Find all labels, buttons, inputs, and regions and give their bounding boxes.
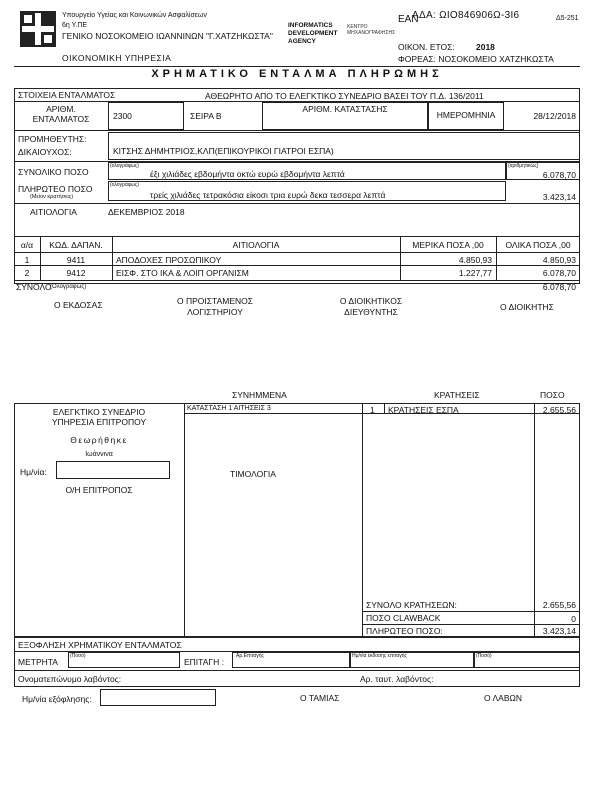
date-label: ΗΜΕΡΟΜΗΝΙΑ (436, 110, 496, 120)
logo-text: INFORMATICS DEVELOPMENT AGENCY (288, 22, 338, 45)
ada-code: ΑΔΑ: ΩΙΟ846906Ω-3Ι6 (412, 10, 520, 21)
total-in-numbers-label: (αριθμητικώς) (508, 163, 539, 169)
signature-accounting-2: ΛΟΓΙΣΤΗΡΙΟΥ (187, 307, 243, 317)
cashier-label: Ο ΤΑΜΙΑΣ (300, 693, 340, 703)
department-name: ΟΙΚΟΝΟΜΙΚΗ ΥΠΗΡΕΣΙΑ (62, 53, 172, 63)
audit-service: ΥΠΗΡΕΣΙΑ ΕΠΙΤΡΟΠΟΥ (51, 417, 147, 427)
reason-text: ΔΕΚΕΜΒΡΙΟΣ 2018 (108, 207, 185, 217)
payable-in-words-label: (ολογράφως) (110, 182, 140, 188)
invoices-label: ΤΙΜΟΛΟΓΙΑ (230, 469, 276, 479)
col-header-partial: ΜΕΡΙΚΑ ΠΟΣΑ ,00 (412, 240, 484, 250)
table-row-total: 4.850,93 (542, 255, 576, 265)
fiscal-year-label: ΟΙΚΟΝ. ΕΤΟΣ: (398, 42, 455, 52)
audit-court: ΕΛΕΓΚΤΙΚΟ ΣΥΝΕΔΡΙΟ (52, 407, 146, 417)
clawback-label: ΠΟΣΟ CLAWBACK (366, 613, 441, 623)
deductions-header: ΚΡΑΤΗΣΕΙΣ (434, 390, 480, 400)
header-divider (14, 66, 580, 67)
check-date-label: Ημ/νία έκδοσης επιταγής (352, 653, 407, 659)
table-row-code: 9412 (66, 268, 86, 278)
total-label: ΣΥΝΟΛΙΚΟ ΠΟΣΟ (18, 167, 89, 177)
receiver-label: Ο ΛΑΒΩΝ (484, 693, 523, 703)
total-amount: 6.078,70 (542, 170, 576, 180)
pay-date-field[interactable] (100, 689, 216, 706)
signature-accounting-1: Ο ΠΡΟΙΣΤΑΜΕΝΟΣ (177, 296, 253, 306)
form-code: Δ5-251 (556, 15, 579, 22)
table-row-desc: ΑΠΟΔΟΧΕΣ ΠΡΟΣΩΠΙΚΟΥ (116, 255, 222, 265)
ean-label: ΕΑΝ (398, 14, 419, 25)
payee-name-label: Ονοματεπώνυμο λαβόντος: (18, 674, 122, 684)
ministry-logo (20, 11, 56, 47)
beneficiary-label: ΔΙΚΑΙΟΥΧΟΣ: (18, 147, 72, 157)
signature-admin-1: Ο ΔΙΟΙΚΗΤΙΚΟΣ (339, 296, 403, 306)
supplier-label: ΠΡΟΜΗΘΕΥΤΗΣ: (18, 134, 87, 144)
deduction-name: ΚΡΑΤΗΣΕΙΣ ΕΣΠΑ (388, 405, 459, 415)
document-title: ΧΡΗΜΑΤΙΚΟ ΕΝΤΑΛΜΑ ΠΛΗΡΩΜΗΣ (151, 68, 443, 80)
table-row-no: 2 (24, 268, 30, 278)
sum-deductions-label: ΣΥΝΟΛΟ ΚΡΑΤΗΣΕΩΝ: (366, 600, 457, 610)
col-header-reason: ΑΙΤΙΟΛΟΓΙΑ (232, 240, 280, 250)
fiscal-year: 2018 (476, 42, 495, 52)
cash-sub-label: (Ποσό) (70, 653, 86, 659)
section-label: ΣΤΟΙΧΕΙΑ ΕΝΤΑΛΜΑΤΟΣ (18, 90, 116, 100)
reason-label: ΑΙΤΙΟΛΟΓΙΑ (30, 207, 77, 217)
audit-note: ΑΘΕΩΡΗΤΟ ΑΠΟ ΤΟ ΕΛΕΓΚΤΙΚΟ ΣΥΝΕΔΡΙΟ ΒΑΣΕΙ ΤΟΥ Π.Δ. 136/2011 (205, 91, 484, 101)
check-label: ΕΠΙΤΑΓΗ : (184, 657, 224, 667)
col-header-total: ΟΛΙΚΑ ΠΟΣΑ ,00 (505, 240, 571, 250)
signature-issuer: Ο ΕΚΔΟΣΑΣ (54, 300, 103, 310)
total-words: έξι χιλιάδες εβδομήντα οκτώ ευρώ εβδομήντα λεπτά (150, 169, 345, 179)
audit-seen: Θεωρήθηκε (70, 435, 128, 445)
table-row-partial: 1.227,77 (458, 268, 492, 278)
order-no: 2300 (113, 111, 132, 121)
payable-words: τρείς χιλιάδες τετρακόσια είκοσι τρια ευρώ δεκα τεσσερα λεπτά (150, 190, 386, 200)
table-row-desc: ΕΙΣΦ. ΣΤΟ ΙΚΑ & ΛΟΙΠ ΟΡΓΑΝΙΣΜ (116, 268, 249, 278)
signature-admin-2: ΔΙΕΥΘΥΝΤΗΣ (344, 307, 398, 317)
ministry-name: Υπουργείο Υγείας και Κοινωνικών Ασφαλίσεων (62, 12, 207, 19)
clawback-amount: 0 (571, 614, 576, 624)
sum-words-label: (Ολογράφως) (50, 284, 87, 290)
deduction-amount: 2.655,56 (542, 405, 576, 415)
region-name: 6η Υ.ΠΕ (62, 22, 88, 29)
sum-label: ΣΥΝΟΛΟ (16, 282, 52, 292)
deduction-no: 1 (370, 405, 375, 415)
payee-id-label: Αρ. ταυτ. λαβόντος: (360, 674, 434, 684)
payable-label: ΠΛΗΡΩΤΕΟ ΠΟΣΟ (18, 184, 93, 194)
signature-director: Ο ΔΙΟΙΚΗΤΗΣ (500, 302, 554, 312)
table-row-code: 9411 (66, 255, 86, 265)
agency-name: ΦΟΡΕΑΣ: ΝΟΣΟΚΟΜΕΙΟ ΧΑΤΖΗΚΩΣΤΑ (398, 54, 554, 64)
order-date: 28/12/2018 (533, 111, 576, 121)
payable-total: 3.423,14 (542, 626, 576, 636)
settlement-title: ΕΞΟΦΛΗΣΗ ΧΡΗΜΑΤΙΚΟΥ ΕΝΤΑΛΜΑΤΟΣ (18, 640, 182, 650)
payable-total-label: ΠΛΗΡΩΤΕΟ ΠΟΣΟ: (366, 626, 443, 636)
pay-date-label: Ημ/νία εξόφλησης: (22, 694, 92, 704)
series-label: ΣΕΙΡΑ Β (190, 111, 222, 121)
sum-deductions: 2.655,56 (542, 600, 576, 610)
register-no-label: ΑΡΙΘΜ. ΚΑΤΑΣΤΑΣΗΣ (302, 104, 388, 114)
table-row-partial: 4.850,93 (458, 255, 492, 265)
hospital-name: ΓΕΝΙΚΟ ΝΟΣΟΚΟΜΕΙΟ ΙΩΑΝΝΙΝΩΝ "Γ.ΧΑΤΖΗΚΩΣΤΑ" (62, 31, 273, 41)
total-in-words-label: (ολογράφως) (110, 163, 140, 169)
attachments-label: ΣΥΝΗΜΜΕΝΑ (232, 390, 287, 400)
order-no-label: ΑΡΙΘΜ. ΕΝΤΑΛΜΑΤΟΣ (32, 104, 90, 124)
check-no-label: Αρ.Επιταγής (236, 653, 264, 659)
attachment-item: ΚΑΤΑΣΤΑΣΗ 1 ΑΙΤΗΣΕΙΣ 3 (187, 405, 271, 412)
payable-sub-label: (Μείον κρατήσεις) (30, 194, 74, 200)
table-row-total: 6.078,70 (542, 268, 576, 278)
check-amount-label: (Ποσό) (476, 653, 492, 659)
payable-amount: 3.423,14 (542, 192, 576, 202)
commissioner-label: Ο/Η ΕΠΙΤΡΟΠΟΣ (65, 485, 133, 495)
supplier-name: ΚΙΤΣΗΣ ΔΗΜΗΤΡΙΟΣ,ΚΛΠ(ΕΠΙΚΟΥΡΙΚΟΙ ΓΙΑΤΡΟΙ ΕΣΠΑ) (113, 146, 334, 156)
table-row-no: 1 (24, 255, 30, 265)
audit-city: Ιωάννινα (85, 451, 113, 458)
sum-amount: 6.078,70 (542, 282, 576, 292)
audit-date-field[interactable] (56, 461, 170, 479)
cash-label: ΜΕΤΡΗΤΑ (18, 657, 58, 667)
col-header-no: α/α (20, 240, 34, 250)
amount-header: ΠΟΣΟ (540, 390, 565, 400)
logo-small-text: ΚΕΝΤΡΟ ΜΗΧΑΝΟΓΡΑΦΗΣΗΣ (347, 24, 396, 36)
audit-date-label: Ημ/νία: (20, 467, 47, 477)
col-header-code: ΚΩΔ. ΔΑΠΑΝ. (49, 240, 103, 250)
